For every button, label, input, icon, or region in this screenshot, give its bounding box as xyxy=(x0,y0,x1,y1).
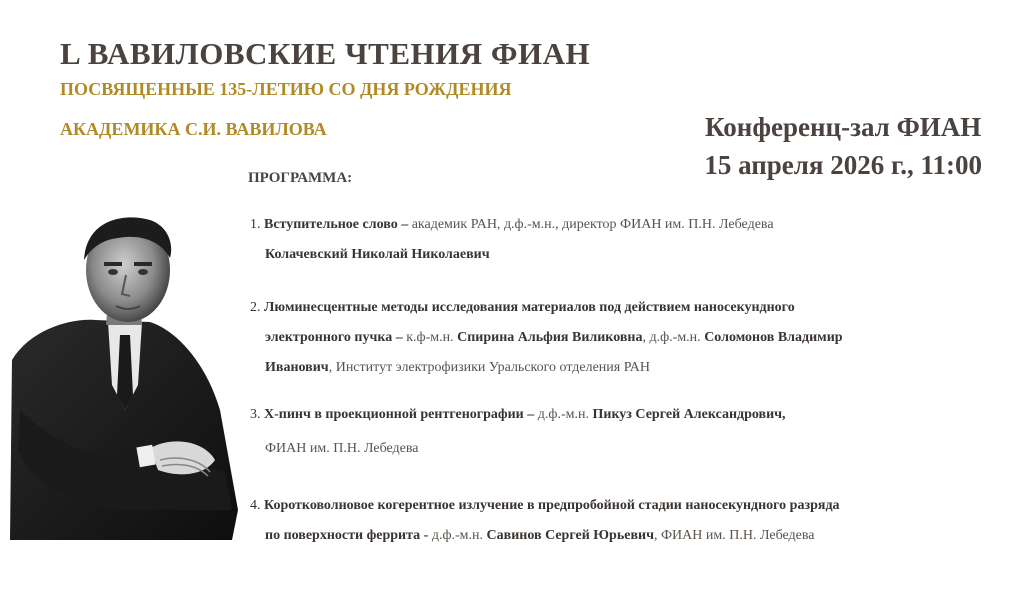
program-item-3 xyxy=(250,400,786,464)
talk-title: Вступительное слово xyxy=(264,217,398,232)
affiliation: ФИАН им. П.Н. Лебедева xyxy=(265,441,419,456)
speaker-name-2-line-2: Иванович xyxy=(265,360,329,375)
program-item-4 xyxy=(250,491,840,551)
speaker-name: Колачевский Николай Николаевич xyxy=(265,247,490,262)
speaker-rank: д.ф.-м.н. xyxy=(534,407,593,422)
speaker-name: Пикуз Сергей Александрович, xyxy=(592,407,786,422)
dash: – xyxy=(397,217,412,232)
speaker-name: Савинов Сергей Юрьевич xyxy=(486,528,654,543)
speaker-rank-2: д.ф.-м.н., xyxy=(503,217,559,232)
venue-datetime: 15 апреля 2026 г., 11:00 xyxy=(704,150,982,180)
affiliation: , Институт электрофизики Уральского отделения РАН xyxy=(328,360,650,375)
portrait-photo xyxy=(0,210,250,555)
item-number: 2. xyxy=(250,300,261,315)
speaker-name-1: Спирина Альфия Виликовна xyxy=(457,330,643,345)
speaker-rank: д.ф.-м.н. xyxy=(428,528,487,543)
talk-title-line-1: Люминесцентные методы исследования материалов под действием наносекундного xyxy=(264,300,795,315)
subtitle-line-2: АКАДЕМИКА С.И. ВАВИЛОВА xyxy=(60,119,327,139)
program-item-1 xyxy=(250,210,774,270)
speaker-rank: академик РАН, xyxy=(411,217,504,232)
talk-title-line-1: Коротковолновое когерентное излучение в предпробойной стадии наносекундного разряда xyxy=(264,498,840,513)
talk-title-line-2: электронного пучка – xyxy=(265,330,403,345)
speaker-rank: к.ф-м.н. xyxy=(402,330,458,345)
program-item-2 xyxy=(250,293,843,383)
item-number: 1. xyxy=(250,217,261,232)
subtitle-line-1: ПОСВЯЩЕННЫЕ 135-ЛЕТИЮ СО ДНЯ РОЖДЕНИЯ xyxy=(60,79,512,99)
affiliation: , ФИАН им. П.Н. Лебедева xyxy=(654,528,815,543)
speaker-rank-2: , д.ф.-м.н. xyxy=(642,330,705,345)
item-number: 3. xyxy=(250,407,261,422)
affiliation: директор ФИАН им. П.Н. Лебедева xyxy=(558,217,774,232)
program-heading: ПРОГРАММА: xyxy=(248,170,353,186)
talk-title: Х-пинч в проекционной рентгенографии – xyxy=(264,407,535,422)
talk-title-line-2: по поверхности феррита - xyxy=(265,528,429,543)
speaker-name-2-line-1: Соломонов Владимир xyxy=(704,330,843,345)
venue-place: Конференц-зал ФИАН xyxy=(705,112,982,142)
item-number: 4. xyxy=(250,498,261,513)
venue-block xyxy=(704,108,982,184)
page-title: L ВАВИЛОВСКИЕ ЧТЕНИЯ ФИАН xyxy=(60,36,591,71)
